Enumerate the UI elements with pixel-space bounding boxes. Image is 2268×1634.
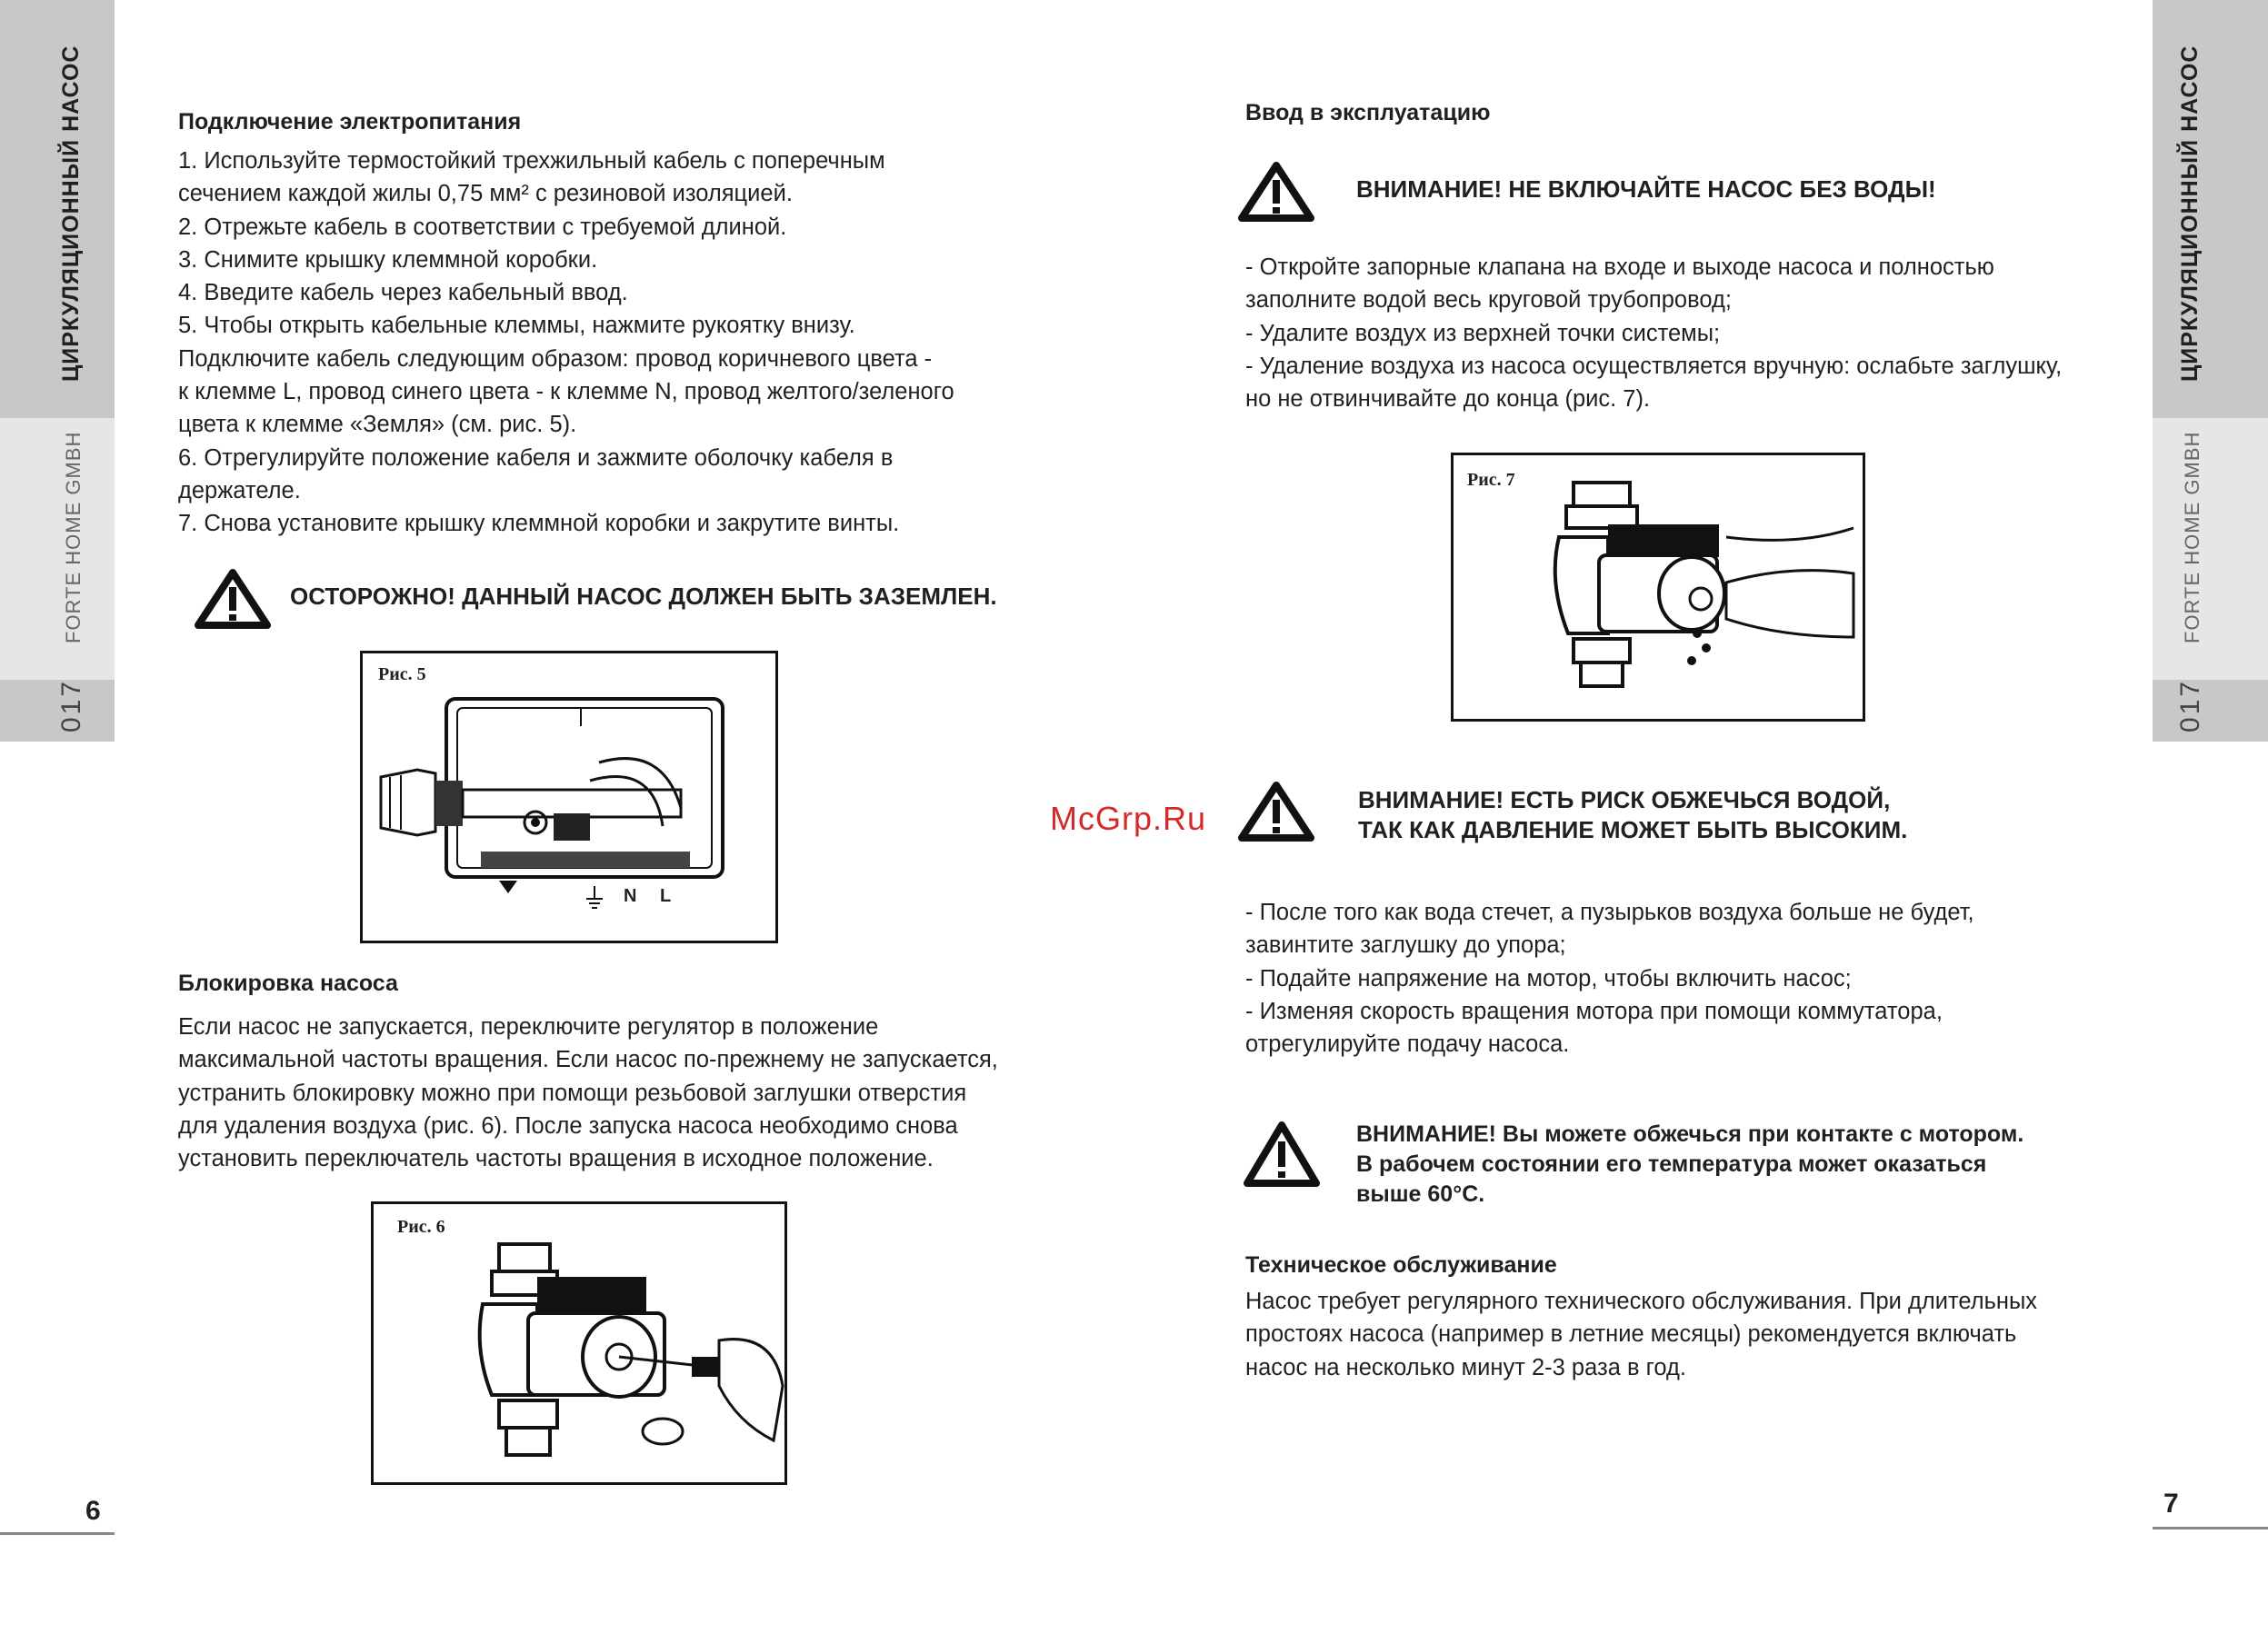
right-page-rule [2153,1527,2268,1529]
pump-screwdriver-drawing [374,1204,784,1482]
no-water-warning: ВНИМАНИЕ! НЕ ВКЛЮЧАЙТЕ НАСОС БЕЗ ВОДЫ! [1356,175,1936,203]
text-line: - Подайте напряжение на мотор, чтобы включить насос; [1245,965,1852,991]
warning-line: ВНИМАНИЕ! Вы можете обжечься при контакте с мотором. [1356,1121,2024,1147]
text-line: цвета к клемме «Земля» (см. рис. 5). [178,412,577,438]
text-line: максимальной частоты вращения. Если насос по-прежнему не запускается, [178,1047,998,1073]
terminal-box-drawing [363,653,775,941]
burn-water-warning [1358,785,1907,845]
warning-line: ВНИМАНИЕ! ЕСТЬ РИСК ОБЖЕЧЬСЯ ВОДОЙ, [1358,786,1891,813]
text-line: сечением каждой жилы 0,75 мм² с резиновой изоляцией. [178,181,793,207]
text-line: для удаления воздуха (рис. 6). После запуска насоса необходимо снова [178,1112,958,1139]
text-line: 7. Снова установите крышку клеммной коробки и закрутите винты. [178,511,900,537]
text-line: заполните водой весь круговой трубопровод; [1245,287,1732,314]
text-line: Если насос не запускается, переключите регулятор в положение [178,1014,879,1040]
right-tab-title-band [2153,0,2268,418]
text-line: Насос требует регулярного технического обслуживания. При длительных [1245,1289,2038,1314]
text-line: - Удаление воздуха из насоса осуществляется вручную: ослабьте заглушку, [1245,353,2063,379]
right-tab-company-band [2153,418,2268,680]
left-tab-title: ЦИРКУЛЯЦИОННЫЙ НАСОС [58,45,84,382]
warning-line: В рабочем состоянии его температура может оказаться [1356,1151,1987,1177]
text-line: Подключите кабель следующим образом: провод коричневого цвета - [178,345,933,372]
left-tab-company: FORTE HOME GMBH [62,431,85,643]
watermark: McGrp.Ru [1050,800,1207,837]
figure-7 [1451,453,1865,722]
warning-line: выше 60°С. [1356,1181,1485,1207]
text-line: к клемме L, провод синего цвета - к клемме N, провод желтого/зеленого [178,379,954,405]
terminal-n-label: N [624,886,637,906]
text-line: 3. Снимите крышку клеммной коробки. [178,246,598,273]
power-instructions [178,144,954,541]
text-line: отрегулируйте подачу насоса. [1245,1031,1570,1058]
text-line: завинтите заглушку до упора; [1245,932,1566,959]
text-line: держателе. [178,477,301,503]
left-tab-title-band [0,0,115,418]
warning-icon [1236,780,1316,843]
left-page-rule [0,1532,115,1535]
warning-icon [193,567,273,631]
right-tab-title: ЦИРКУЛЯЦИОННЫЙ НАСОС [2177,45,2203,382]
text-line: 6. Отрегулируйте положение кабеля и зажмите оболочку кабеля в [178,444,894,471]
figure-5-label: Рис. 5 [378,664,426,684]
figure-6-label: Рис. 6 [397,1217,445,1237]
blocking-heading: Блокировка насоса [178,971,398,996]
left-tab-number: 017 [56,678,86,732]
maintenance-heading: Техническое обслуживание [1245,1252,1557,1278]
text-line: но не отвинчивайте до конца (рис. 7). [1245,386,1651,413]
warning-icon [1242,1120,1322,1189]
text-line: насос на несколько минут 2-3 раза в год. [1245,1354,1686,1380]
text-line: простоях насоса (например в летние месяцы) рекомендуется включать [1245,1321,2017,1348]
left-tab-company-band [0,418,115,680]
text-line: 1. Используйте термостойкий трехжильный кабель с поперечным [178,148,885,174]
text-line: - Изменяя скорость вращения мотора при помощи коммутатора, [1245,998,1943,1024]
pump-air-release-drawing [1454,455,1863,719]
right-page-number: 7 [2163,1489,2179,1519]
text-line: 2. Отрежьте кабель в соответствии с требуемой длиной. [178,214,787,240]
text-line: установить переключатель частоты вращения в исходное положение. [178,1146,934,1172]
text-line: 4. Введите кабель через кабельный ввод. [178,280,628,306]
blocking-text [178,1011,998,1175]
figure-6 [371,1201,787,1485]
maintenance-text [1245,1285,2037,1384]
warning-icon [1236,160,1316,224]
terminal-l-label: L [660,886,672,906]
right-tab-number-band [2153,680,2268,742]
text-line: устранить блокировку можно при помощи резьбовой заглушки отверстия [178,1080,967,1106]
right-tab-number: 017 [2175,678,2205,732]
text-line: 5. Чтобы открыть кабельные клеммы, нажмите рукоятку внизу. [178,313,855,339]
ground-warning: ОСТОРОЖНО! ДАННЫЙ НАСОС ДОЛЖЕН БЫТЬ ЗАЗЕМЛЕН. [290,583,997,610]
left-page-number: 6 [85,1496,101,1526]
warning-line: ТАК КАК ДАВЛЕНИЕ МОЖЕТ БЫТЬ ВЫСОКИМ. [1358,816,1908,843]
commissioning-heading: Ввод в эксплуатацию [1245,100,1491,125]
after-air-text [1245,896,1974,1061]
text-line: - Удалите воздух из верхней точки системы; [1245,320,1721,346]
right-tab-company: FORTE HOME GMBH [2181,431,2203,643]
text-line: - После того как вода стечет, а пузырьков воздуха больше не будет, [1245,900,1974,925]
power-heading: Подключение электропитания [178,109,522,135]
figure-7-label: Рис. 7 [1467,470,1515,490]
motor-burn-warning [1356,1120,2023,1210]
text-line: - Откройте запорные клапана на входе и выходе насоса и полностью [1245,254,1994,280]
commissioning-text [1245,251,2062,415]
figure-5 [360,651,778,943]
